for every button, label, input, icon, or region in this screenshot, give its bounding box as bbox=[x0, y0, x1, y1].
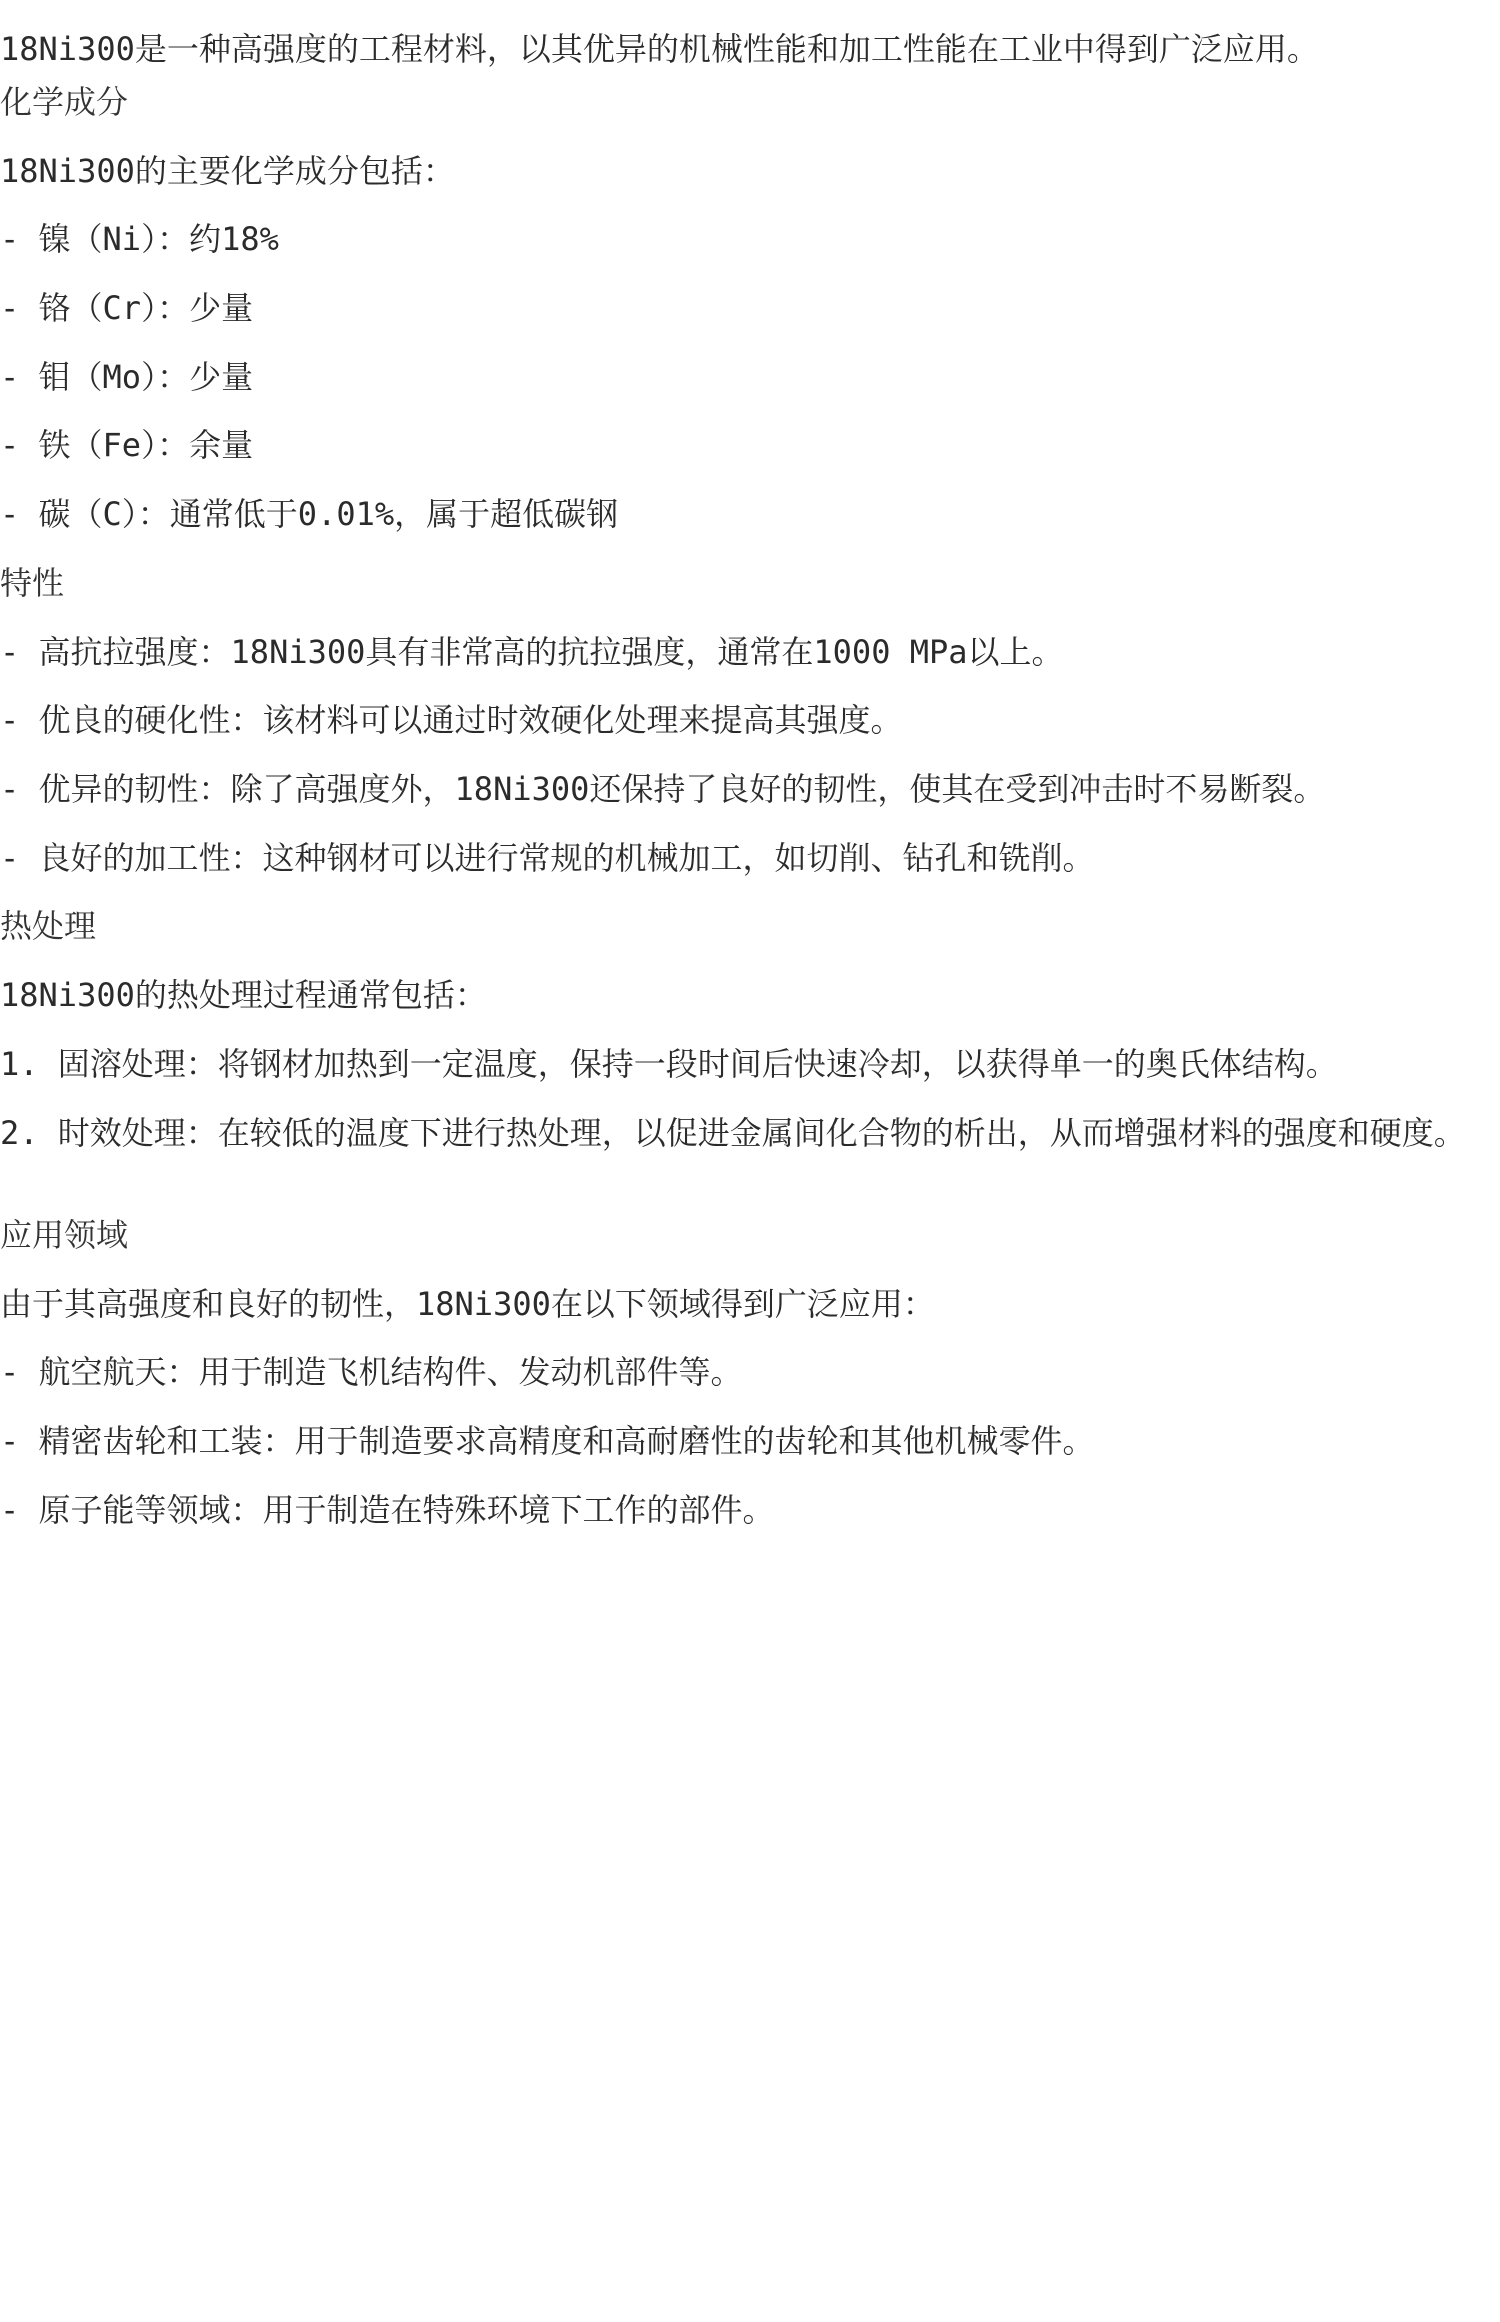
properties-item-machinability: - 良好的加工性：这种钢材可以进行常规的机械加工，如切削、钻孔和铣削。 bbox=[0, 839, 1095, 877]
heat-treatment-heading: 热处理 bbox=[0, 907, 97, 945]
applications-item-nuclear: - 原子能等领域：用于制造在特殊环境下工作的部件。 bbox=[0, 1491, 775, 1529]
heat-treatment-lead: 18Ni300的热处理过程通常包括： bbox=[0, 976, 487, 1014]
applications-item-aerospace: - 航空航天：用于制造飞机结构件、发动机部件等。 bbox=[0, 1353, 743, 1391]
heat-treatment-step-aging: 2. 时效处理：在较低的温度下进行热处理，以促进金属间化合物的析出，从而增强材料的强度和硬度。 bbox=[0, 1114, 1466, 1152]
composition-lead: 18Ni300的主要化学成分包括： bbox=[0, 152, 455, 190]
composition-item-fe: - 铁（Fe）：余量 bbox=[0, 426, 254, 464]
applications-item-gears: - 精密齿轮和工装：用于制造要求高精度和高耐磨性的齿轮和其他机械零件。 bbox=[0, 1422, 1095, 1460]
composition-item-cr: - 铬（Cr）：少量 bbox=[0, 289, 254, 327]
applications-lead: 由于其高强度和良好的韧性，18Ni300在以下领域得到广泛应用： bbox=[0, 1285, 935, 1323]
composition-item-ni: - 镍（Ni）：约18% bbox=[0, 220, 279, 258]
composition-item-c: - 碳（C）：通常低于0.01%，属于超低碳钢 bbox=[0, 495, 619, 533]
composition-heading: 化学成分 bbox=[0, 83, 129, 121]
properties-item-tensile: - 高抗拉强度：18Ni300具有非常高的抗拉强度，通常在1000 MPa以上。 bbox=[0, 633, 1064, 671]
heat-treatment-step-solution: 1. 固溶处理：将钢材加热到一定温度，保持一段时间后快速冷却，以获得单一的奥氏体结构。 bbox=[0, 1045, 1338, 1083]
properties-heading: 特性 bbox=[0, 564, 65, 602]
properties-item-toughness: - 优异的韧性：除了高强度外，18Ni300还保持了良好的韧性，使其在受到冲击时不易断裂。 bbox=[0, 770, 1326, 808]
intro-paragraph: 18Ni300是一种高强度的工程材料，以其优异的机械性能和加工性能在工业中得到广泛应用。 bbox=[0, 30, 1319, 68]
properties-item-hardening: - 优良的硬化性：该材料可以通过时效硬化处理来提高其强度。 bbox=[0, 701, 903, 739]
composition-item-mo: - 钼（Mo）：少量 bbox=[0, 358, 254, 396]
applications-heading: 应用领域 bbox=[0, 1216, 129, 1254]
